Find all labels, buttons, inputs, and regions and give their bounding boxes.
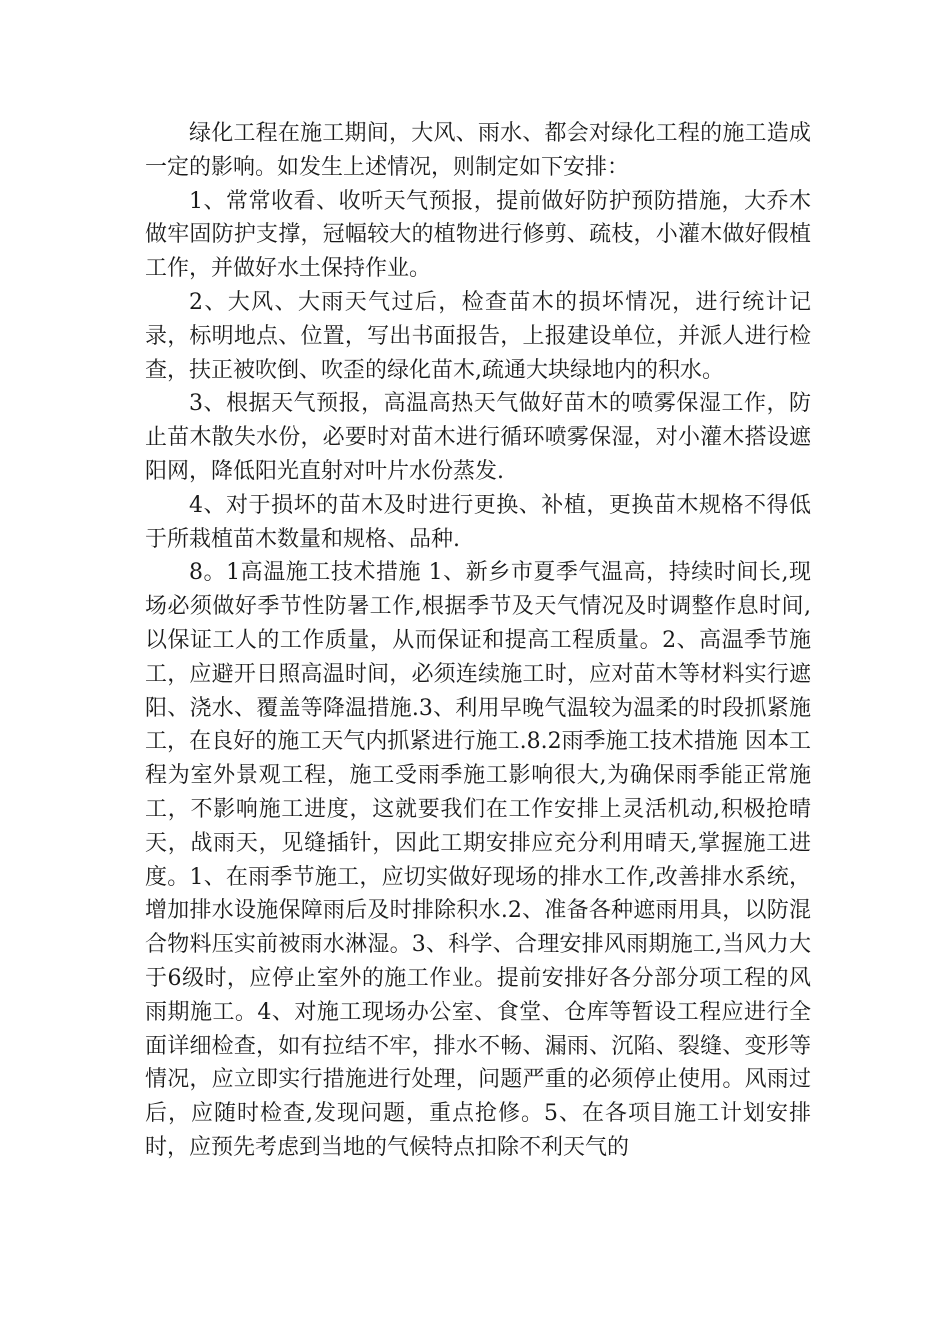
paragraph-item-2: 2、大风、大雨天气过后，检查苗木的损坏情况，进行统计记录，标明地点、位置，写出书面报告，上报建设单位，并派人进行检查，扶正被吹倒、吹歪的绿化苗木,疏通大块绿地内的积水。 <box>145 289 811 383</box>
document-body <box>145 117 811 1165</box>
paragraph-intro: 绿化工程在施工期间，大风、雨水、都会对绿化工程的施工造成一定的影响。如发生上述情况，则制定如下安排： <box>145 121 811 180</box>
paragraph-item-4: 4、对于损坏的苗木及时进行更换、补植，更换苗木规格不得低于所栽植苗木数量和规格、品种. <box>145 492 811 552</box>
paragraph-section-8: 8。1高温施工技术措施 1、新乡市夏季气温高，持续时间长,现场必须做好季节性防暑工作,根据季节及天气情况及时调整作息时间,以保证工人的工作质量，从而保证和提高工程质量。2、高温季节施工，应避开日照高温时间，必须连续施工时，应对苗木等材料实行遮阳、浇水、覆盖等降温措施.3、利用早晚气温较为温柔的时段抓紧施工，在良好的施工天气内抓紧进行施工.8.2雨季施工技术措施 因本工程为室外景观工程，施工受雨季施工影响很大,为确保雨季能正常施工，不影响施工进度，这就要我们在工作安排上灵活机动,积极抢晴天，战雨天，见缝插针，因此工期安排应充分利用晴天,掌握施工进度。1、在雨季节施工，应切实做好现场的排水工作,改善排水系统，增加排水设施保障雨后及时排除积水.2、准备各种遮雨用具，以防混合物料压实前被雨水淋湿。3、科学、合理安排风雨期施工,当风力大于6级时，应停止室外的施工作业。提前安排好各分部分项工程的风雨期施工。4、对施工现场办公室、食堂、仓库等暂设工程应进行全面详细检查，如有拉结不牢，排水不畅、漏雨、沉陷、裂缝、变形等情况，应立即实行措施进行处理，问题严重的必须停止使用。风雨过后，应随时检查,发现问题，重点抢修。5、在各项目施工计划安排时，应预先考虑到当地的气候特点扣除不利天气的 <box>145 560 811 1160</box>
paragraph-item-1: 1、常常收看、收听天气预报，提前做好防护预防措施，大乔木做牢固防护支撑，冠幅较大的植物进行修剪、疏枝，小灌木做好假植工作，并做好水土保持作业。 <box>145 188 811 282</box>
paragraph-item-3: 3、根据天气预报，高温高热天气做好苗木的喷雾保湿工作，防止苗木散失水份，必要时对苗木进行循环喷雾保湿，对小灌木搭设遮阳网，降低阳光直射对叶片水份蒸发. <box>145 391 811 484</box>
